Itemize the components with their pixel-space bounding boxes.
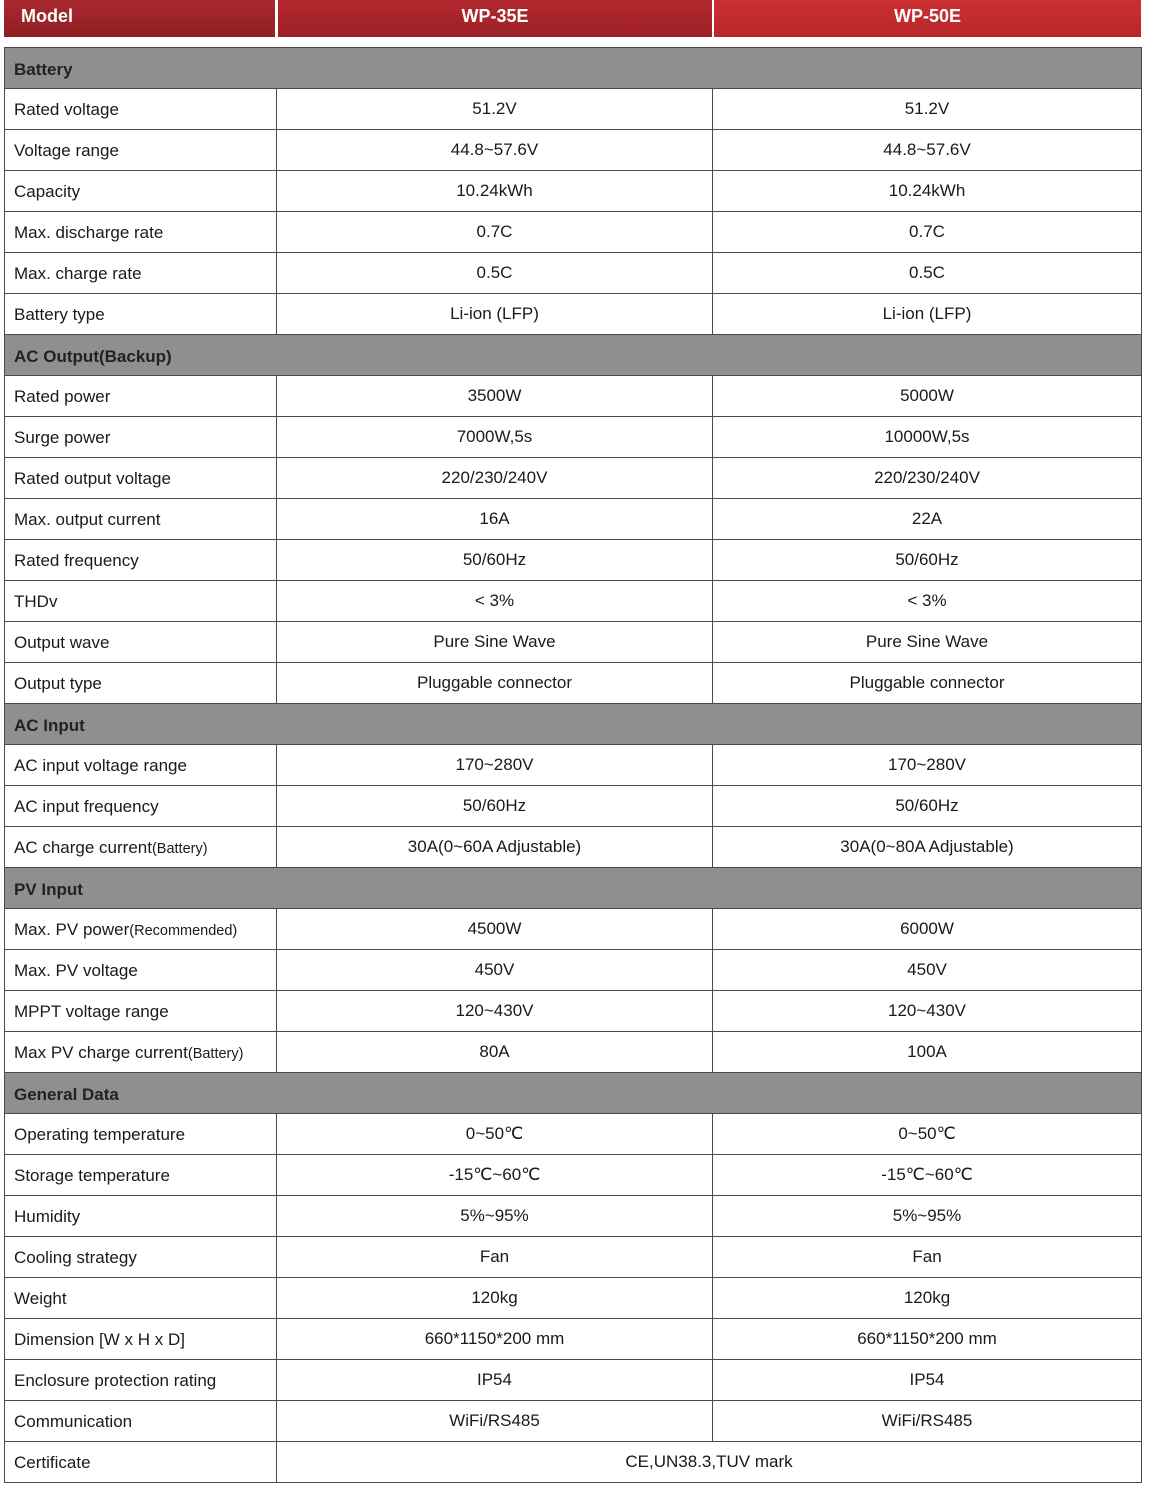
header-wp-35e: WP-35E <box>278 0 712 37</box>
row-label-text: Weight <box>14 1289 67 1308</box>
row-label <box>5 827 277 868</box>
value-wp-35e: 10.24kWh <box>277 171 713 212</box>
value-wp-35e: 0~50℃ <box>277 1114 713 1155</box>
table-row <box>5 1196 1142 1237</box>
row-label-text: Certificate <box>14 1453 91 1472</box>
value-wp-35e: 0.7C <box>277 212 713 253</box>
value-wp-50e: 100A <box>713 1032 1142 1073</box>
header-model: Model <box>4 0 275 37</box>
row-label <box>5 253 277 294</box>
value-wp-50e: -15℃~60℃ <box>713 1155 1142 1196</box>
row-label <box>5 130 277 171</box>
value-wp-50e: 220/230/240V <box>713 458 1142 499</box>
table-row <box>5 1278 1142 1319</box>
table-row <box>5 499 1142 540</box>
row-label-text: Enclosure protection rating <box>14 1371 217 1390</box>
row-label-text: Rated voltage <box>14 100 119 119</box>
row-label-text: Dimension [W x H x D] <box>14 1330 185 1349</box>
value-wp-50e: 6000W <box>713 909 1142 950</box>
row-label <box>5 1401 277 1442</box>
row-label <box>5 1319 277 1360</box>
row-label <box>5 1360 277 1401</box>
section-row <box>5 48 1142 89</box>
value-wp-50e: 51.2V <box>713 89 1142 130</box>
row-label-text: MPPT voltage range <box>14 1002 169 1021</box>
row-label <box>5 89 277 130</box>
value-wp-50e: 660*1150*200 mm <box>713 1319 1142 1360</box>
value-wp-50e: Pure Sine Wave <box>713 622 1142 663</box>
value-wp-35e: Li-ion (LFP) <box>277 294 713 335</box>
row-label <box>5 294 277 335</box>
table-row <box>5 212 1142 253</box>
table-row <box>5 663 1142 704</box>
header-wp-50e: WP-50E <box>714 0 1141 37</box>
table-row <box>5 786 1142 827</box>
table-row <box>5 294 1142 335</box>
table-row <box>5 991 1142 1032</box>
row-label-note: (Battery) <box>151 841 208 857</box>
value-wp-35e: 50/60Hz <box>277 540 713 581</box>
row-label <box>5 1032 277 1073</box>
value-wp-50e: 44.8~57.6V <box>713 130 1142 171</box>
row-label-text: Storage temperature <box>14 1166 170 1185</box>
row-label-text: Humidity <box>14 1207 81 1226</box>
section-row <box>5 704 1142 745</box>
table-row <box>5 540 1142 581</box>
row-label-text: Max. output current <box>14 510 161 529</box>
value-wp-35e: 450V <box>277 950 713 991</box>
row-label-text: AC charge current <box>14 838 152 857</box>
row-label <box>5 171 277 212</box>
section-row <box>5 335 1142 376</box>
row-label-text: Output type <box>14 674 102 693</box>
section-row <box>5 1073 1142 1114</box>
row-label <box>5 663 277 704</box>
table-row <box>5 89 1142 130</box>
value-wp-50e: 170~280V <box>713 745 1142 786</box>
row-label-text: AC input frequency <box>14 797 159 816</box>
table-row <box>5 1237 1142 1278</box>
table-row <box>5 130 1142 171</box>
row-label <box>5 540 277 581</box>
section-title: General Data <box>5 1073 1142 1114</box>
value-wp-50e: 450V <box>713 950 1142 991</box>
value-wp-35e: 3500W <box>277 376 713 417</box>
value-wp-35e: 4500W <box>277 909 713 950</box>
value-wp-50e: < 3% <box>713 581 1142 622</box>
row-label-text: Max. discharge rate <box>14 223 164 242</box>
row-label-text: Rated frequency <box>14 551 139 570</box>
value-wp-50e: 50/60Hz <box>713 786 1142 827</box>
section-title: AC Input <box>5 704 1142 745</box>
row-label-text: Operating temperature <box>14 1125 186 1144</box>
row-label <box>5 376 277 417</box>
value-wp-35e: 170~280V <box>277 745 713 786</box>
table-row <box>5 171 1142 212</box>
row-label-note: (Recommended) <box>129 923 238 939</box>
row-label <box>5 212 277 253</box>
header-row <box>4 0 1141 37</box>
value-wp-35e: Pluggable connector <box>277 663 713 704</box>
row-label-text: AC input voltage range <box>14 756 187 775</box>
row-label-text: Output wave <box>14 633 110 652</box>
row-label <box>5 950 277 991</box>
table-row <box>5 376 1142 417</box>
table-row <box>5 1442 1142 1483</box>
table-row <box>5 745 1142 786</box>
row-label-text: THDv <box>14 592 58 611</box>
value-wp-35e: IP54 <box>277 1360 713 1401</box>
row-label-text: Cooling strategy <box>14 1248 137 1267</box>
section-title: AC Output(Backup) <box>5 335 1142 376</box>
value-wp-35e: 660*1150*200 mm <box>277 1319 713 1360</box>
row-label <box>5 786 277 827</box>
value-wp-35e: 220/230/240V <box>277 458 713 499</box>
value-wp-35e: -15℃~60℃ <box>277 1155 713 1196</box>
value-wp-50e: 0.5C <box>713 253 1142 294</box>
row-label <box>5 499 277 540</box>
row-label-text: Communication <box>14 1412 133 1431</box>
row-label-text: Surge power <box>14 428 111 447</box>
value-wp-35e: WiFi/RS485 <box>277 1401 713 1442</box>
value-wp-50e: Fan <box>713 1237 1142 1278</box>
value-wp-50e: 30A(0~80A Adjustable) <box>713 827 1142 868</box>
value-wp-50e: 50/60Hz <box>713 540 1142 581</box>
value-wp-35e: 50/60Hz <box>277 786 713 827</box>
value-wp-35e: 120~430V <box>277 991 713 1032</box>
value-wp-35e: 16A <box>277 499 713 540</box>
table-row <box>5 458 1142 499</box>
table-row <box>5 909 1142 950</box>
table-row <box>5 950 1142 991</box>
table-row <box>5 1032 1142 1073</box>
value-wp-35e: 5%~95% <box>277 1196 713 1237</box>
row-label-note: (Battery) <box>187 1046 244 1062</box>
row-label <box>5 1278 277 1319</box>
row-label <box>5 1114 277 1155</box>
section-row <box>5 868 1142 909</box>
row-label <box>5 745 277 786</box>
value-wp-50e: 0.7C <box>713 212 1142 253</box>
value-wp-35e: 7000W,5s <box>277 417 713 458</box>
spec-table <box>4 47 1142 1483</box>
spec-sheet <box>4 0 1141 1472</box>
value-wp-35e: 30A(0~60A Adjustable) <box>277 827 713 868</box>
table-row <box>5 417 1142 458</box>
table-row <box>5 1114 1142 1155</box>
section-title: PV Input <box>5 868 1142 909</box>
row-label <box>5 909 277 950</box>
value-wp-50e: IP54 <box>713 1360 1142 1401</box>
value-wp-35e: Pure Sine Wave <box>277 622 713 663</box>
value-wp-35e: Fan <box>277 1237 713 1278</box>
table-row <box>5 1401 1142 1442</box>
row-label <box>5 1196 277 1237</box>
row-label-text: Max. PV power <box>14 920 130 939</box>
table-row <box>5 1155 1142 1196</box>
value-wp-50e: 120kg <box>713 1278 1142 1319</box>
value-wp-50e: 5000W <box>713 376 1142 417</box>
table-row <box>5 1319 1142 1360</box>
table-row <box>5 1360 1142 1401</box>
value-wp-50e: 5%~95% <box>713 1196 1142 1237</box>
value-wp-50e: 22A <box>713 499 1142 540</box>
section-title: Battery <box>5 48 1142 89</box>
value-wp-35e: 120kg <box>277 1278 713 1319</box>
value-wp-35e: 80A <box>277 1032 713 1073</box>
row-label-text: Rated power <box>14 387 111 406</box>
row-label <box>5 1237 277 1278</box>
row-label <box>5 1155 277 1196</box>
value-wp-50e: 10000W,5s <box>713 417 1142 458</box>
value-wp-50e: Pluggable connector <box>713 663 1142 704</box>
value-wp-50e: 0~50℃ <box>713 1114 1142 1155</box>
value-wp-35e: 51.2V <box>277 89 713 130</box>
row-label <box>5 622 277 663</box>
row-label-text: Rated output voltage <box>14 469 171 488</box>
row-label-text: Max. charge rate <box>14 264 142 283</box>
row-label <box>5 417 277 458</box>
row-label <box>5 458 277 499</box>
row-label-text: Battery type <box>14 305 105 324</box>
row-label <box>5 581 277 622</box>
table-row <box>5 622 1142 663</box>
value-wp-35e: < 3% <box>277 581 713 622</box>
spec-table-body <box>5 48 1142 1483</box>
row-label <box>5 1442 277 1483</box>
value-wp-35e: 44.8~57.6V <box>277 130 713 171</box>
value-wp-50e: Li-ion (LFP) <box>713 294 1142 335</box>
value-wp-50e: 10.24kWh <box>713 171 1142 212</box>
value-wp-35e: 0.5C <box>277 253 713 294</box>
row-label-text: Max. PV voltage <box>14 961 138 980</box>
table-row <box>5 581 1142 622</box>
merged-value: CE,UN38.3,TUV mark <box>277 1442 1142 1483</box>
table-row <box>5 253 1142 294</box>
value-wp-50e: 120~430V <box>713 991 1142 1032</box>
row-label-text: Capacity <box>14 182 81 201</box>
row-label-text: Max PV charge current <box>14 1043 188 1062</box>
row-label <box>5 991 277 1032</box>
table-row <box>5 827 1142 868</box>
row-label-text: Voltage range <box>14 141 119 160</box>
value-wp-50e: WiFi/RS485 <box>713 1401 1142 1442</box>
